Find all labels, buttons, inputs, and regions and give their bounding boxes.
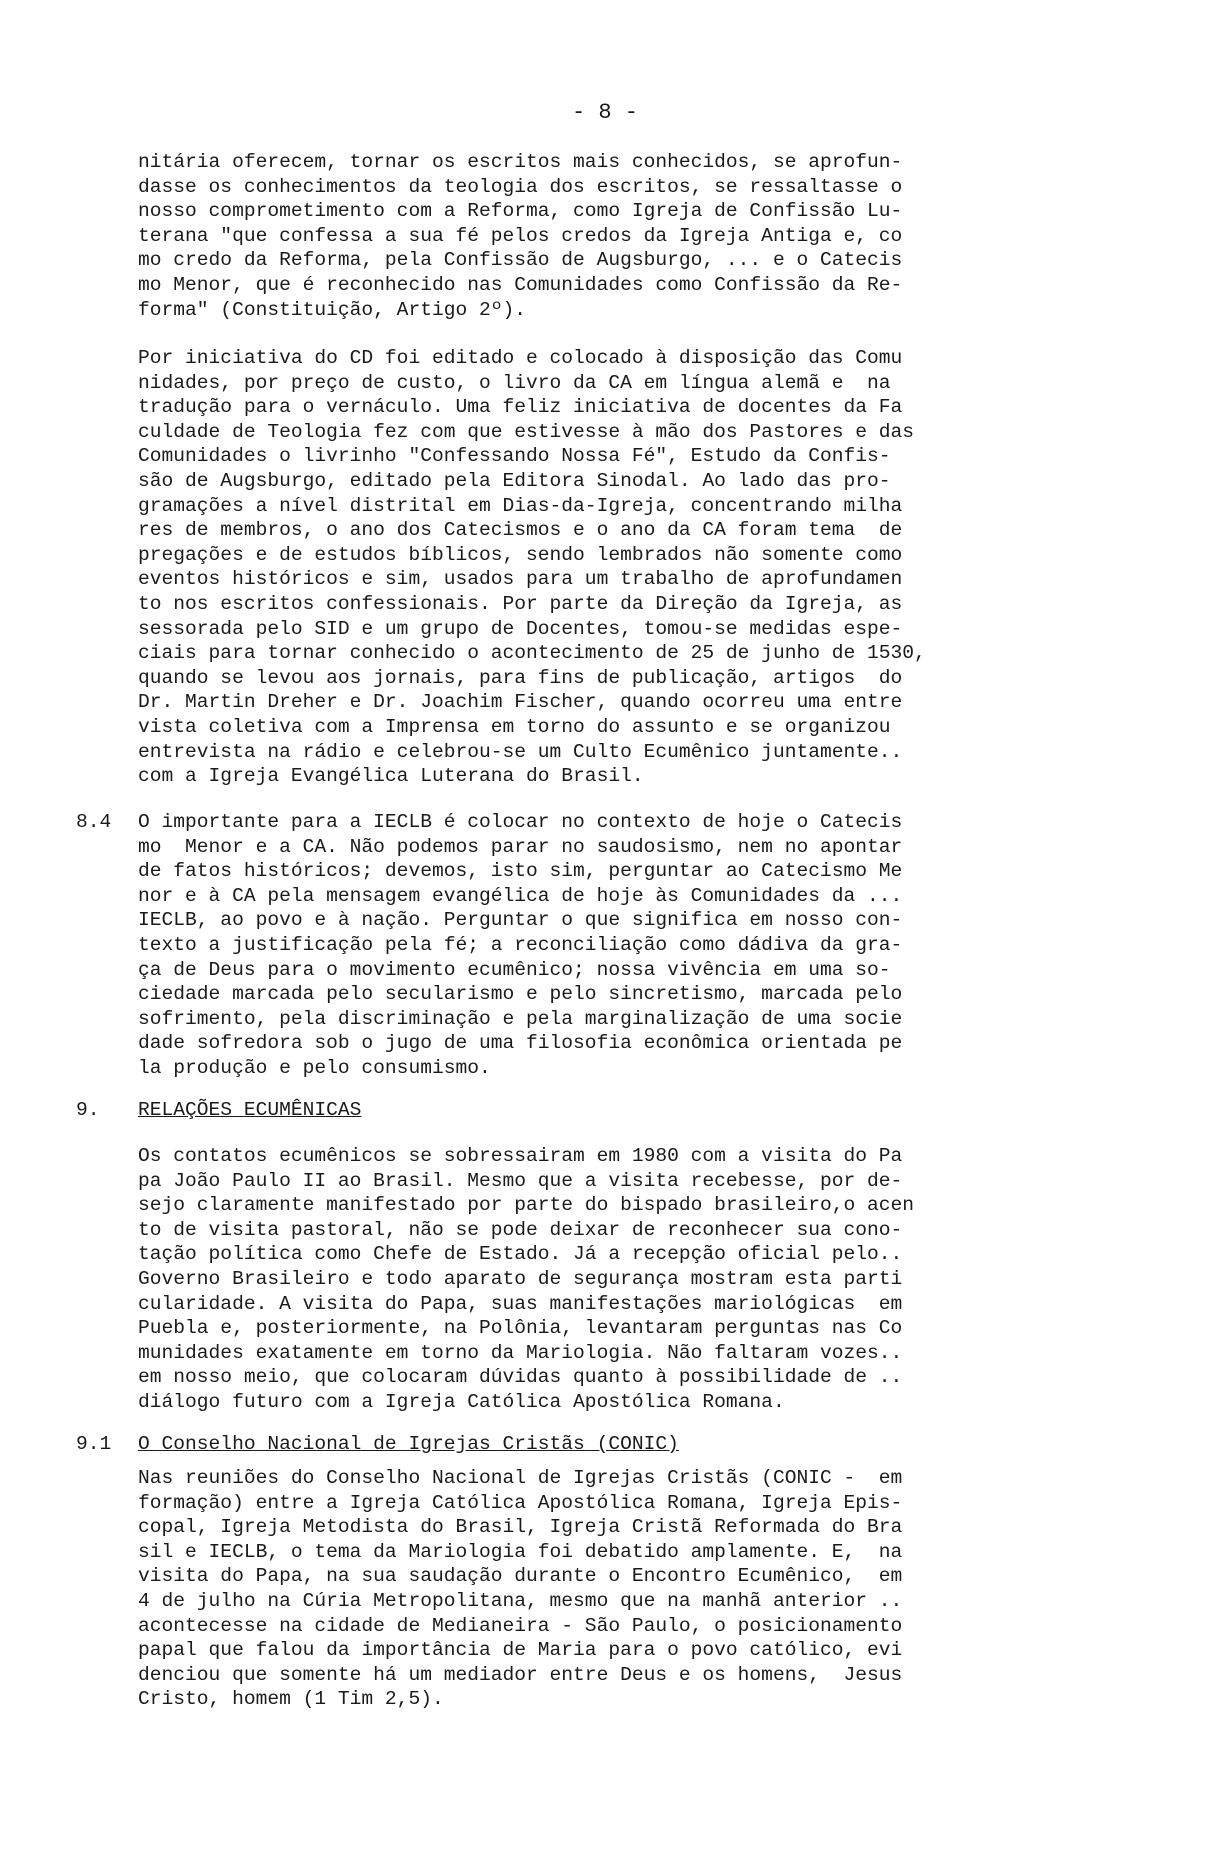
text-line: ciais para tornar conhecido o acontecimento de 25 de junho de 1530, [138,642,926,665]
text-line: sessorada pelo SID e um grupo de Docentes, tomou-se medidas espe- [138,617,903,640]
text-line: gramações a nível distrital em Dias-da-Igreja, concentrando milha [138,494,903,517]
text-line: forma" (Constituição, Artigo 2º). [138,298,527,321]
text-line: la produção e pelo consumismo. [138,1056,491,1079]
page-number: - 8 - [572,100,639,125]
text-line: to nos escritos confessionais. Por parte da Direção da Igreja, as [138,592,903,615]
text-line: entrevista na rádio e celebrou-se um Culto Ecumênico juntamente.. [138,740,903,763]
text-line: Cristo, homem (1 Tim 2,5). [138,1688,444,1711]
text-line: tradução para o vernáculo. Uma feliz iniciativa de docentes da Fa [138,396,903,419]
section-8-4-body [138,810,1108,1081]
text-line: são de Augsburgo, editado pela Editora Sinodal. Ao lado das pro- [138,469,891,492]
text-line: acontecesse na cidade de Medianeira - São Paulo, o posicionamento [138,1614,903,1637]
text-line: nitária oferecem, tornar os escritos mais conhecidos, se aprofun- [138,151,903,173]
text-line: com a Igreja Evangélica Luterana do Brasil. [138,765,644,788]
text-line: munidades exatamente em torno da Mariologia. Não faltaram vozes.. [138,1341,903,1364]
text-line: culdade de Teologia fez com que estivesse à mão dos Pastores e das [138,420,915,443]
section-9-body [138,1144,1108,1415]
text-line: IECLB, ao povo e à nação. Perguntar o que significa em nosso con- [138,909,903,932]
text-line: dade sofredora sob o jugo de uma filosofia econômica orientada pe [138,1032,903,1055]
text-line: O importante para a IECLB é colocar no contexto de hoje o Catecis [138,811,903,833]
section-number-9-1: 9.1 [76,1433,112,1455]
text-line: pa João Paulo II ao Brasil. Mesmo que a visita recebesse, por de- [138,1169,903,1192]
text-line: copal, Igreja Metodista do Brasil, Igreja Cristã Reformada do Bra [138,1516,903,1539]
section-9-title: RELAÇÕES ECUMÊNICAS [138,1099,362,1121]
text-line: de fatos históricos; devemos, isto sim, perguntar ao Catecismo Me [138,860,903,883]
text-line: res de membros, o ano dos Catecismos e o ano da CA foram tema de [138,519,903,542]
text-line: formação) entre a Igreja Católica Apostólica Romana, Igreja Epis- [138,1491,903,1514]
text-line: mo credo da Reforma, pela Confissão de Augsburgo, ... e o Catecis [138,249,903,272]
text-line: diálogo futuro com a Igreja Católica Apostólica Romana. [138,1390,785,1413]
text-line: Nas reuniões do Conselho Nacional de Igrejas Cristãs (CONIC - em [138,1467,903,1489]
text-line: denciou que somente há um mediador entre Deus e os homens, Jesus [138,1663,903,1686]
section-number-9: 9. [76,1099,100,1121]
text-line: 4 de julho na Cúria Metropolitana, mesmo que na manhã anterior .. [138,1589,903,1612]
text-line: ciedade marcada pelo secularismo e pelo sincretismo, marcada pelo [138,983,903,1006]
text-line: visita do Papa, na sua saudação durante o Encontro Ecumênico, em [138,1565,903,1588]
text-line: texto a justificação pela fé; a reconciliação como dádiva da gra- [138,933,903,956]
text-line: mo Menor e a CA. Não podemos parar no saudosismo, nem no apontar [138,835,903,858]
section-number-8-4: 8.4 [76,811,112,833]
text-line: quando se levou aos jornais, para fins de publicação, artigos do [138,666,903,689]
text-line: Puebla e, posteriormente, na Polônia, levantaram perguntas nas Co [138,1317,903,1340]
text-line: em nosso meio, que colocaram dúvidas quanto à possibilidade de .. [138,1366,903,1389]
text-line: nosso comprometimento com a Reforma, como Igreja de Confissão Lu- [138,200,903,223]
text-line: Os contatos ecumênicos se sobressairam em 1980 com a visita do Pa [138,1145,903,1167]
text-line: to de visita pastoral, não se pode deixar de reconhecer sua cono- [138,1218,903,1241]
text-line: eventos históricos e sim, usados para um trabalho de aprofundamen [138,568,903,591]
text-line: cularidade. A visita do Papa, suas manifestações mariológicas em [138,1292,903,1315]
text-line: pregações e de estudos bíblicos, sendo lembrados não somente como [138,543,903,566]
text-line: sil e IECLB, o tema da Mariologia foi debatido amplamente. E, na [138,1540,903,1563]
text-line: vista coletiva com a Imprensa em torno do assunto e se organizou [138,715,891,738]
text-line: dasse os conhecimentos da teologia dos escritos, se ressaltasse o [138,175,903,198]
text-line: Dr. Martin Dreher e Dr. Joachim Fischer, quando ocorreu uma entre [138,691,903,714]
section-9-1-body [138,1466,1108,1712]
text-line: ça de Deus para o movimento ecumênico; nossa vivência em uma so- [138,958,891,981]
text-line: papal que falou da importância de Maria para o povo católico, evi [138,1639,903,1662]
text-line: terana "que confessa a sua fé pelos credos da Igreja Antiga e, co [138,224,903,247]
text-line: Comunidades o livrinho "Confessando Nossa Fé", Estudo da Confis- [138,445,891,468]
text-line: Governo Brasileiro e todo aparato de segurança mostram esta parti [138,1267,903,1290]
paragraph-cd-initiative [138,346,1108,789]
text-line: sofrimento, pela discriminação e pela marginalização de uma socie [138,1007,903,1030]
text-line: Por iniciativa do CD foi editado e colocado à disposição das Comu [138,347,903,369]
section-9-1-title: O Conselho Nacional de Igrejas Cristãs (CONIC) [138,1433,679,1455]
text-line: nidades, por preço de custo, o livro da CA em língua alemã e na [138,371,891,394]
text-line: nor e à CA pela mensagem evangélica de hoje às Comunidades da ... [138,884,903,907]
paragraph-constitution-quote [138,150,1108,322]
text-line: sejo claramente manifestado por parte do bispado brasileiro,o acen [138,1194,915,1217]
text-line: mo Menor, que é reconhecido nas Comunidades como Confissão da Re- [138,273,903,296]
text-line: tação política como Chefe de Estado. Já a recepção oficial pelo.. [138,1243,903,1266]
